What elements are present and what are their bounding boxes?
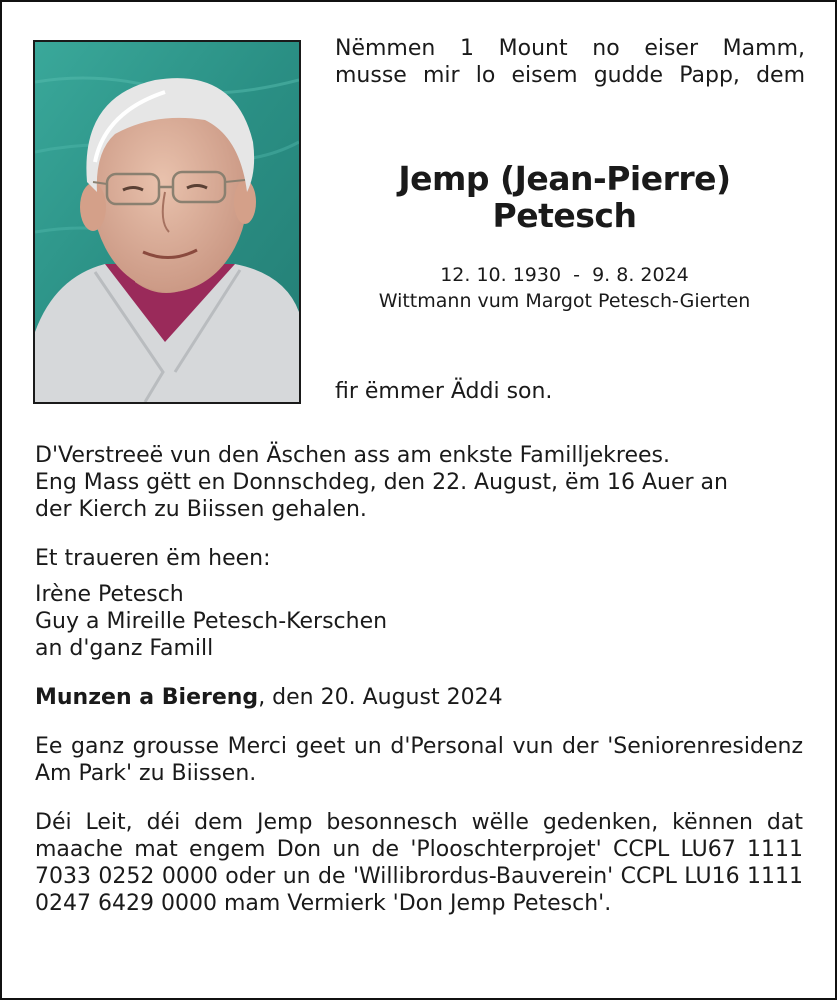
intro-line: musse mir lo eisem gudde Papp, dem <box>335 63 805 88</box>
life-dates: 12. 10. 1930 - 9. 8. 2024 <box>440 264 689 286</box>
mourner-name: Guy a Mireille Petesch-Kerschen <box>35 609 388 634</box>
name-line-2: Petesch <box>492 196 637 235</box>
notice-body <box>35 442 803 917</box>
intro-line: Nëmmen 1 Mount no eiser Mamm, <box>335 36 805 61</box>
farewell-line: fir ëmmer Äddi son. <box>335 379 553 404</box>
ceremony-line: Eng Mass gëtt en Donnschdeg, den 22. August, ëm 16 Auer an <box>35 470 728 495</box>
mourner-name: Irène Petesch <box>35 582 184 607</box>
mourners-heading: Et traueren ëm heen: <box>35 546 271 571</box>
ceremony-line: der Kierch zu Biissen gehalen. <box>35 497 367 522</box>
thanks-paragraph: Ee ganz grousse Merci geet un d'Personal vun der 'Seniorenresidenz Am Park' zu Biissen. <box>35 734 803 786</box>
portrait-photo <box>33 40 301 404</box>
life-details <box>312 262 817 314</box>
name-line-1: Jemp (Jean-Pierre) <box>398 159 731 198</box>
intro-text <box>335 35 805 89</box>
spouse-line: Wittmann vum Margot Petesch-Gierten <box>378 290 751 312</box>
mourner-name: an d'ganz Famill <box>35 636 214 661</box>
place-name: Munzen a Biereng <box>35 685 259 710</box>
place-date <box>35 684 803 711</box>
portrait-illustration <box>35 42 299 402</box>
donation-paragraph: Déi Leit, déi dem Jemp besonnesch wëlle gedenken, kënnen dat maache mat engem Don un de 'Plooschterprojet' CCPL LU67 1111 7033 0252 0000 oder un de 'Willibrordus-Bauverein' CCPL LU16 1111 0247 6429 0000 mam Vermierk 'Don Jemp Petesch'. <box>35 810 803 916</box>
ceremony-line: D'Verstreeë vun den Äschen ass am enkste Familljekrees. <box>35 443 671 468</box>
deceased-name <box>312 160 817 234</box>
notice-date: , den 20. August 2024 <box>258 685 503 710</box>
